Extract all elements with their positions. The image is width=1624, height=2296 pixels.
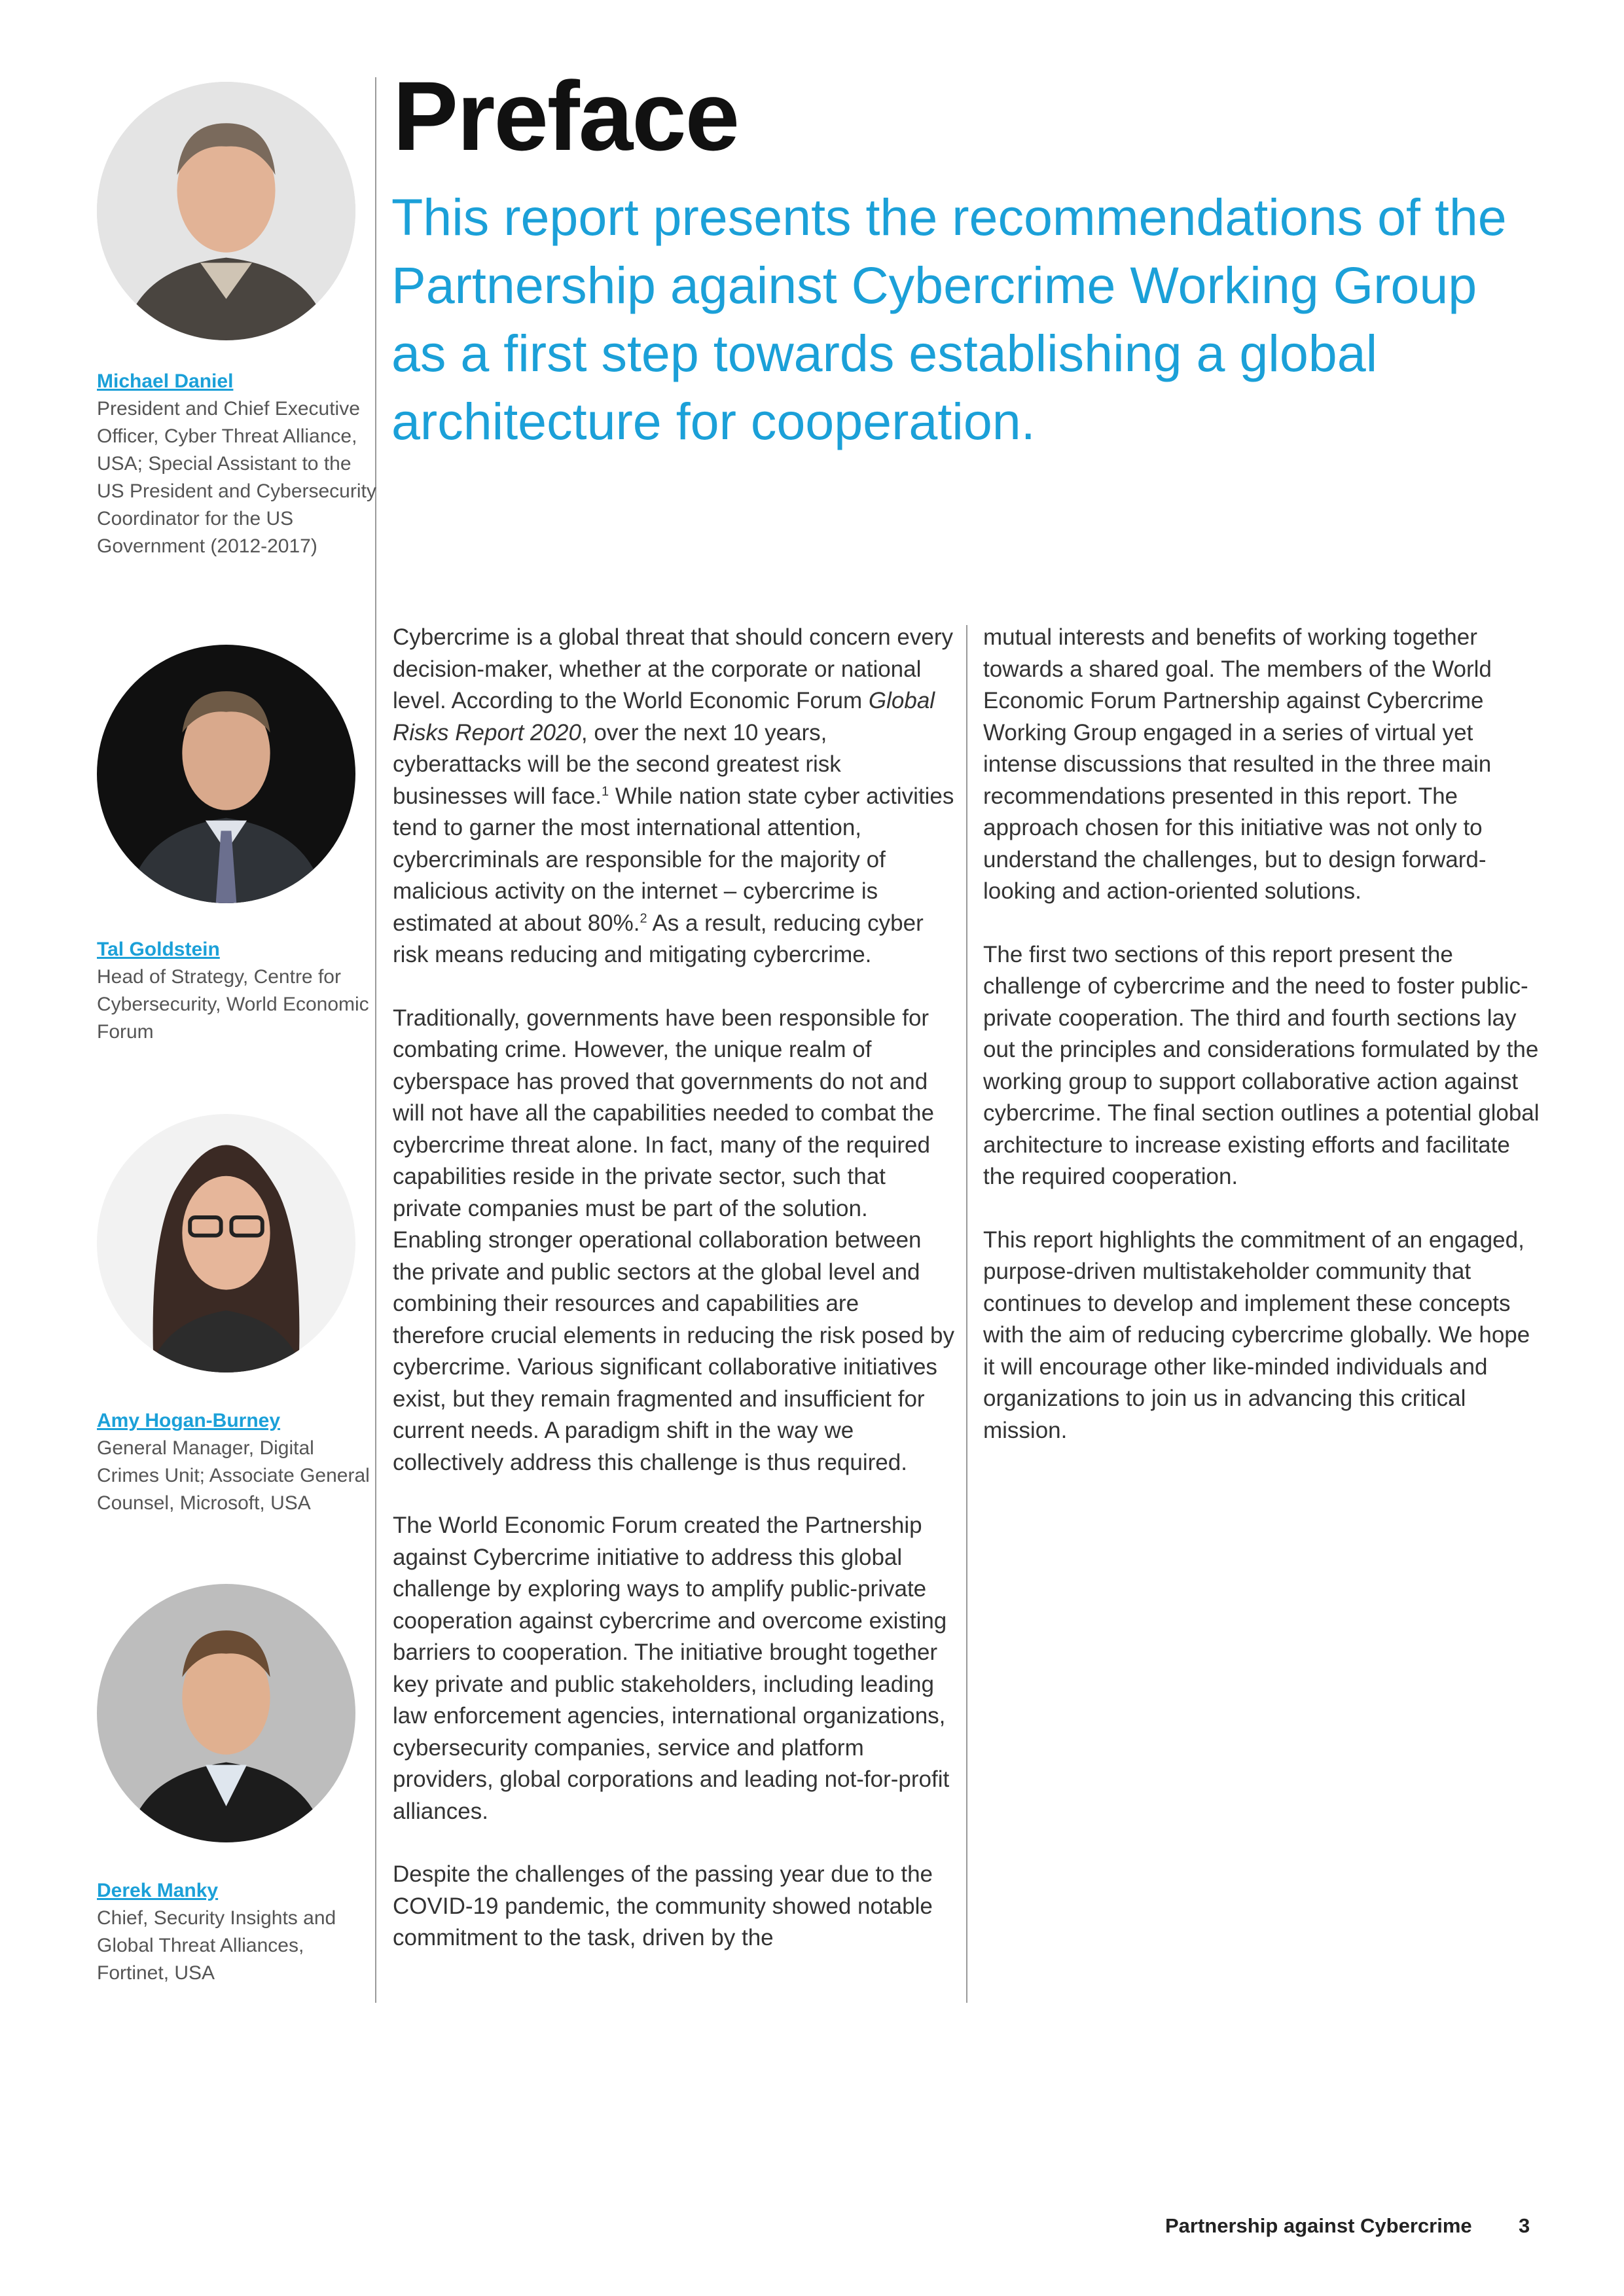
person-derek-manky (97, 1877, 378, 1987)
person-role: Head of Strategy, Centre for Cybersecurity, World Economic Forum (97, 966, 369, 1043)
body-text: , over the next 10 years, cyberattacks will be the second greatest risk businesses will face. (393, 719, 841, 809)
person-michael-daniel (97, 368, 378, 560)
portrait-derek-manky (97, 1584, 355, 1842)
footnote-ref[interactable]: 1 (602, 783, 609, 798)
body-column-left (393, 622, 956, 1986)
person-name-link[interactable]: Tal Goldstein (97, 939, 220, 960)
person-role: Chief, Security Insights and Global Threat Alliances, Fortinet, USA (97, 1907, 336, 1984)
body-paragraph-3: The World Economic Forum created the Partnership against Cybercrime initiative to address this global challenge by exploring ways to amplify public-private cooperation against cybercrime and overcome existing barriers to cooperation. The initiative brought together key private and public stakeholders, including leading law enforcement agencies, international organizations, cybersecurity companies, service and platform providers, global corporations and leading not-for-profit alliances. (393, 1513, 950, 1824)
body-paragraph-2: Traditionally, governments have been responsible for combating crime. However, the unique realm of cyberspace has proved that governments do not and will not have all the capabilities needed to combat the cybercrime threat alone. In fact, many of the required capabilities reside in the private sector, such that private companies must be part of the solution. Enabling stronger operational collaboration between the private and public sectors at the global level and combining their resources and capabilities are therefore crucial elements in reducing the risk posed by cybercrime. Various significant collaborative initiatives exist, but they remain fragmented and insufficient for current needs. A paradigm shift in the way we collectively address this challenge is thus required. (393, 1005, 954, 1475)
portrait-tal-goldstein (97, 645, 355, 903)
report-title-italic: Global Risks Report 2020 (393, 688, 935, 745)
body-paragraph-7: This report highlights the commitment of an engaged, purpose-driven multistakeholder community that continues to develop and implement these concepts with the aim of reducing cybercrime globally. We hope it will encourage other like-minded individuals and organizations to join us in advancing this critical mission. (983, 1227, 1530, 1443)
portrait-amy-hogan-burney-image (97, 1114, 355, 1372)
body-text: Cybercrime is a global threat that should concern every decision-maker, whether at the corporate or national level. According to the World Economic Forum (393, 624, 953, 713)
person-name-link[interactable]: Derek Manky (97, 1880, 219, 1901)
body-text: While nation state cyber activities tend to garner the most international attention, cybercriminals are responsible for the majority of malicious activity on the internet – cybercrime is estimated at about 80%. (393, 783, 954, 936)
page-number: 3 (1519, 2214, 1530, 2237)
body-paragraph-6: The first two sections of this report present the challenge of cybercrime and the need to foster public-private cooperation. The third and fourth sections lay out the principles and considerations formulated by the working group to support collaborative action against cybercrime. The final section outlines a potential global architecture to increase existing efforts and facilitate the required cooperation. (983, 941, 1540, 1189)
page-footer (1165, 2214, 1530, 2238)
body-paragraph-1 (393, 622, 956, 971)
page-title: Preface (393, 61, 739, 171)
portrait-michael-daniel (97, 82, 355, 340)
person-name-link[interactable]: Amy Hogan-Burney (97, 1410, 281, 1431)
person-role: General Manager, Digital Crimes Unit; Associate General Counsel, Microsoft, USA (97, 1437, 370, 1514)
person-name-link[interactable]: Michael Daniel (97, 370, 234, 392)
person-amy-hogan-burney (97, 1407, 378, 1517)
body-paragraph-4: Despite the challenges of the passing year due to the COVID-19 pandemic, the community showed notable commitment to the task, driven by the (393, 1861, 933, 1950)
portrait-tal-goldstein-image (97, 645, 355, 903)
portrait-derek-manky-image (97, 1584, 355, 1842)
body-column-right (983, 622, 1540, 1478)
lead-paragraph: This report presents the recommendations of the Partnership against Cybercrime Working Group as a first step towards establishing a global architecture for cooperation. (391, 188, 1507, 450)
person-tal-goldstein (97, 936, 378, 1046)
footer-title: Partnership against Cybercrime (1165, 2214, 1472, 2237)
portrait-michael-daniel-image (97, 82, 355, 340)
body-paragraph-5: mutual interests and benefits of working together towards a shared goal. The members of the World Economic Forum Partnership against Cybercrime Working Group engaged in a series of virtual yet intense discussions that resulted in the three main recommendations presented in this report. The approach chosen for this initiative was not only to understand the challenges, but to design forward-looking and action-oriented solutions. (983, 624, 1492, 904)
portrait-amy-hogan-burney (97, 1114, 355, 1372)
body-text: As a result, reducing cyber risk means reducing and mitigating cybercrime. (393, 910, 924, 967)
person-role: President and Chief Executive Officer, Cyber Threat Alliance, USA; Special Assistant to the US President and Cybersecurity Coordinator for the US Government (2012-2017) (97, 398, 376, 557)
middle-column-divider (966, 625, 967, 2003)
footnote-ref[interactable]: 2 (640, 910, 647, 925)
